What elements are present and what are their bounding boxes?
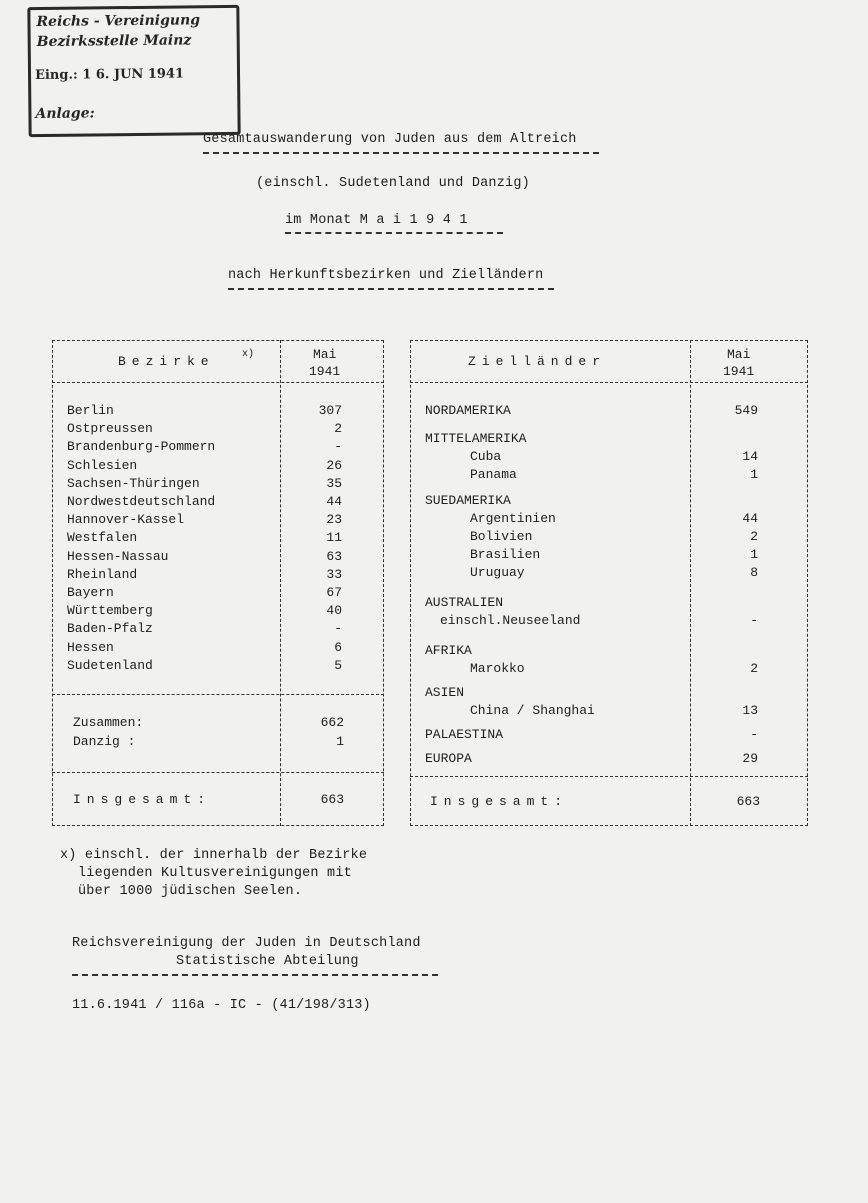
destination-country: Marokko [470, 661, 525, 676]
stamp-line-1: Reichs - Vereinigung [36, 12, 201, 31]
districts-total-rule [52, 772, 384, 773]
signature-underline [72, 974, 438, 976]
district-value: 40 [326, 603, 342, 619]
district-name: Bayern [67, 585, 114, 600]
district-value: 5 [334, 657, 342, 673]
destination-region: AUSTRALIEN [425, 595, 504, 610]
district-value: 23 [326, 512, 342, 528]
district-value: 63 [326, 548, 342, 564]
grouping-heading: nach Herkunftsbezirken und Zielländern [228, 268, 544, 283]
district-value: 11 [326, 530, 342, 546]
destination-value: 14 [742, 449, 758, 464]
district-value: - [334, 621, 342, 637]
footnote-line-1: x) einschl. der innerhalb der Bezirke [60, 848, 368, 863]
destination-value: - [750, 727, 758, 742]
destination-country: Argentinien [470, 511, 556, 526]
district-value: 44 [326, 494, 342, 509]
district-name: Hessen [67, 639, 114, 655]
district-value: 33 [326, 566, 342, 582]
document-subtitle: (einschl. Sudetenland und Danzig) [256, 176, 530, 191]
district-value: 2 [334, 421, 342, 437]
district-name: Westfalen [67, 530, 138, 546]
destination-region: NORDAMERIKA [425, 403, 511, 418]
right-year-header: 1941 [723, 364, 755, 379]
destination-value: 2 [750, 661, 758, 676]
title-underline [203, 152, 599, 154]
subtotal-value: 662 [320, 715, 344, 730]
district-name: Sudetenland [67, 657, 153, 673]
document-reference: 11.6.1941 / 116a - IC - (41/198/313) [72, 998, 371, 1013]
district-value: 26 [326, 457, 342, 473]
district-name: Schlesien [67, 457, 138, 473]
destination-country: Panama [470, 467, 517, 482]
district-value: - [334, 439, 342, 455]
district-name: Rheinland [67, 566, 138, 582]
destination-country: Uruguay [470, 565, 525, 580]
left-total-value: 663 [320, 792, 344, 807]
destination-region: AFRIKA [425, 643, 472, 658]
destination-region: SUEDAMERIKA [425, 493, 511, 508]
district-value: 6 [334, 639, 342, 655]
right-total-value: 663 [736, 794, 760, 809]
destination-country: China / Shanghai [470, 703, 595, 718]
month-heading: im Monat M a i 1 9 4 1 [285, 213, 468, 228]
districts-col-divider [280, 340, 281, 826]
destinations-col-divider [690, 340, 691, 826]
district-value: 35 [326, 475, 342, 491]
destination-country: Brasilien [470, 547, 541, 562]
destination-region: PALAESTINA [425, 727, 504, 742]
destination-country: Bolivien [470, 529, 533, 544]
districts-subtotal-rule [52, 694, 384, 695]
destination-value: 29 [742, 751, 758, 766]
destinations-total-rule [410, 776, 808, 777]
left-month-header: Mai [313, 347, 337, 362]
footnote-line-2: liegenden Kultusvereinigungen mit [78, 866, 352, 881]
signature-organization: Reichsvereinigung der Juden in Deutschland [72, 936, 421, 951]
destination-value: 13 [742, 703, 758, 718]
districts-header-rule [52, 382, 384, 383]
district-name: Brandenburg-Pommern [67, 439, 216, 455]
destination-value: - [750, 613, 758, 628]
district-name: Ostpreussen [67, 421, 153, 437]
district-name: Berlin [67, 403, 114, 418]
destination-value: 2 [750, 529, 758, 544]
month-underline [285, 232, 503, 234]
left-total-label: Insgesamt: [73, 792, 212, 807]
district-name: Baden-Pfalz [67, 621, 153, 637]
destination-country: Cuba [470, 449, 502, 464]
district-name: Hannover-Kassel [67, 512, 185, 528]
destination-value: 8 [750, 565, 758, 580]
destinations-header: Zielländer [468, 354, 607, 369]
danzig-label: Danzig : [73, 734, 136, 749]
danzig-value: 1 [336, 734, 344, 749]
destination-value: 1 [750, 547, 758, 562]
district-value: 67 [326, 585, 342, 600]
district-value: 307 [318, 403, 342, 418]
destination-region: EUROPA [425, 751, 472, 766]
stamp-date: Eing.: 1 6. JUN 1941 [34, 66, 185, 84]
footnote-line-3: über 1000 jüdischen Seelen. [78, 884, 303, 899]
district-name: Württemberg [67, 603, 153, 619]
destination-value: 549 [734, 403, 758, 418]
destination-region: MITTELAMERIKA [425, 431, 527, 446]
left-year-header: 1941 [309, 364, 341, 379]
destination-region: ASIEN [425, 685, 465, 700]
destination-country: einschl.Neuseeland [440, 613, 581, 628]
destination-value: 44 [742, 511, 758, 526]
districts-header: Bezirke [118, 354, 215, 369]
destination-value: 1 [750, 467, 758, 482]
subtotal-label: Zusammen: [73, 715, 144, 730]
district-name: Nordwestdeutschland [67, 494, 216, 509]
right-month-header: Mai [727, 347, 751, 362]
grouping-underline [228, 288, 554, 290]
stamp-attachment: Anlage: [35, 105, 95, 123]
received-stamp [27, 5, 240, 137]
stamp-line-2: Bezirksstelle Mainz [36, 32, 192, 51]
right-total-label: Insgesamt: [430, 794, 569, 809]
destinations-header-rule [410, 382, 808, 383]
district-name: Hessen-Nassau [67, 548, 169, 564]
footnote-marker: x) [242, 349, 255, 360]
signature-department: Statistische Abteilung [176, 954, 359, 969]
document-title: Gesamtauswanderung von Juden aus dem Altreich [203, 132, 577, 147]
district-name: Sachsen-Thüringen [67, 475, 200, 491]
